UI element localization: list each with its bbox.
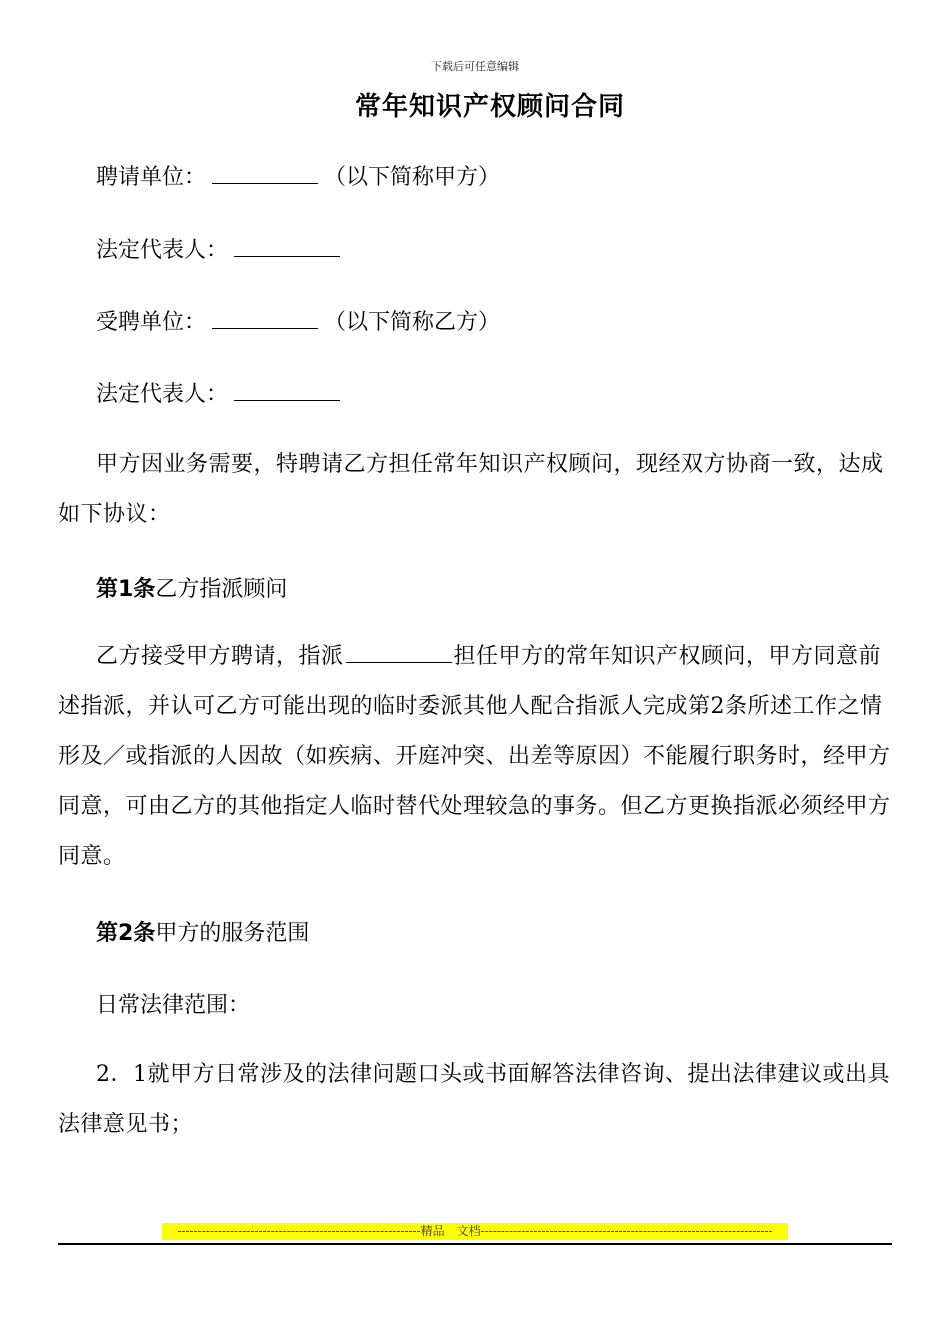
field-label: 聘请单位： bbox=[96, 165, 207, 190]
field-legal-rep-b bbox=[96, 377, 346, 408]
article-2-heading bbox=[96, 916, 309, 947]
article-1-heading bbox=[96, 572, 287, 603]
article-number: 第1条 bbox=[96, 577, 156, 602]
intro-paragraph: 甲方因业务需要，特聘请乙方担任常年知识产权顾问，现经双方协商一致，达成如下协议： bbox=[58, 452, 884, 527]
field-label: 法定代表人： bbox=[96, 238, 229, 263]
body-text: 担任甲方的常年知识产权顾问，甲方同意前述指派，并认可乙方可能出现的临时委派其他人配合指派人完成第2条所述工作之情形及／或指派的人因故（如疾病、开庭冲突、出差等原因）不能履行职务时，经甲方同意，可由乙方的其他指定人临时替代处理较急的事务。但乙方更换指派必须经甲方同意。 bbox=[58, 644, 891, 869]
blank-line bbox=[234, 382, 340, 401]
field-employee bbox=[96, 305, 500, 336]
daily-legal-scope: 日常法律范围： bbox=[96, 993, 251, 1018]
document-title: 常年知识产权顾问合同 bbox=[354, 92, 625, 122]
blank-line bbox=[212, 165, 318, 184]
field-label: 法定代表人： bbox=[96, 382, 229, 407]
header-note: 下载后可任意编辑 bbox=[431, 60, 519, 73]
field-employer bbox=[96, 160, 500, 191]
article-title: 甲方的服务范围 bbox=[155, 921, 310, 946]
field-legal-rep-a bbox=[96, 233, 346, 264]
blank-line bbox=[212, 310, 318, 329]
body-text: 乙方接受甲方聘请，指派 bbox=[96, 644, 344, 669]
article-1-body bbox=[58, 632, 898, 882]
item-2-1: 2．1就甲方日常涉及的法律问题口头或书面解答法律咨询、提出法律建议或出具法律意见书； bbox=[58, 1062, 890, 1137]
blank-line bbox=[234, 238, 340, 257]
footer-divider bbox=[58, 1243, 892, 1245]
article-title: 乙方指派顾问 bbox=[155, 577, 288, 602]
field-suffix: （以下简称乙方） bbox=[324, 310, 501, 335]
field-suffix: （以下简称甲方） bbox=[324, 165, 501, 190]
article-number: 第2条 bbox=[96, 921, 156, 946]
field-label: 受聘单位： bbox=[96, 310, 207, 335]
footer-banner: ------------------------------------------------------------精品 文档------------------------------------------------------------------------ bbox=[162, 1223, 788, 1240]
blank-line bbox=[346, 644, 452, 663]
